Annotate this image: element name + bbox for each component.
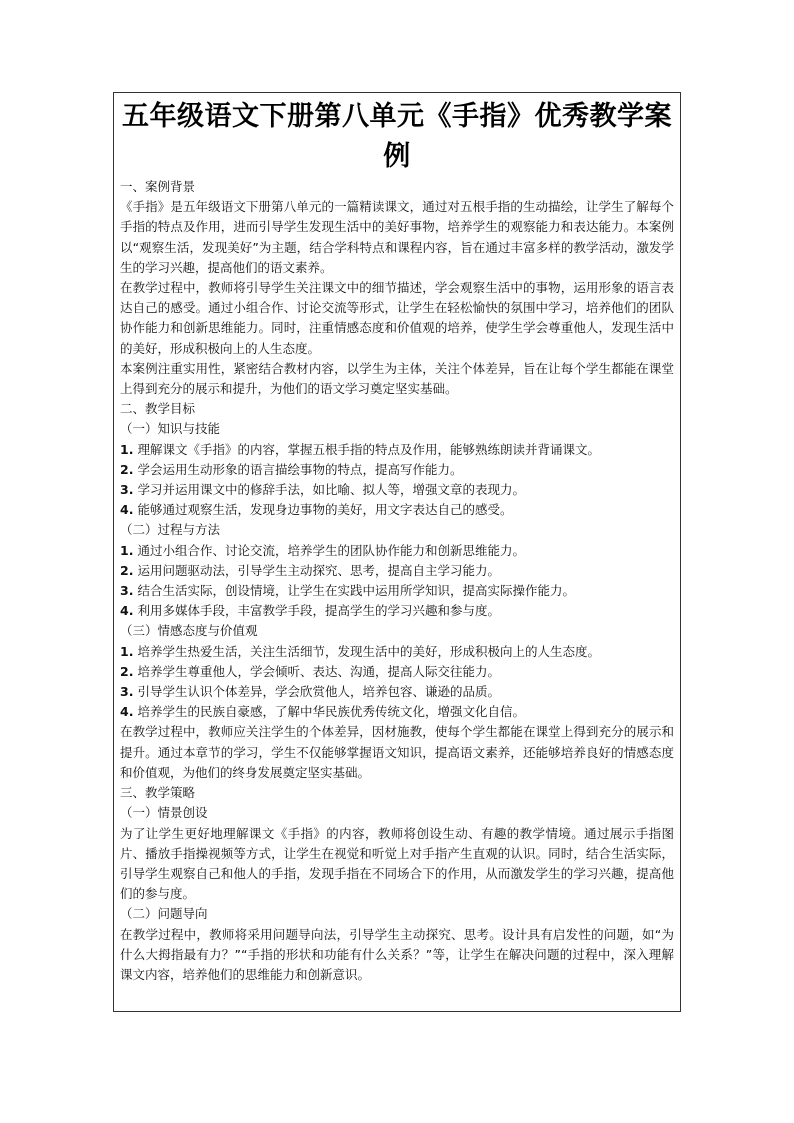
list-number: 2. [120,562,134,578]
document-page [113,92,681,1012]
list-number: 2. [120,461,134,477]
list-item [120,702,674,722]
paragraph: 为了让学生更好地理解课文《手指》的内容，教师将创设生动、有趣的教学情境。通过展示手指图片、播放手指操视频等方式，让学生在视觉和听觉上对手指产生直观的认识。同时，结合生活实际，引导学生观察自己和他人的手指，发现手指在不同场合下的作用，从而激发学生的学习兴趣，提高他们的参与度。 [120,825,674,902]
list-item [120,601,674,621]
list-text: 培养学生的民族自豪感，了解中华民族优秀传统文化，增强文化自信。 [137,704,525,720]
subheading-process: （二）过程与方法 [120,522,221,538]
list-item [120,460,674,480]
document-body [114,177,680,985]
list-number: 4. [120,704,134,720]
list-item [120,581,674,601]
list-text: 结合生活实际，创设情境，让学生在实践中运用所学知识，提高实际操作能力。 [137,583,575,599]
subheading-question: （二）问题导向 [120,906,208,922]
paragraph: 在教学过程中，教师应关注学生的个体差异，因材施教，使每个学生都能在课堂上得到充分的展示和提升。通过本章节的学习，学生不仅能够掌握语文知识，提高语文素养，还能够培养良好的情感态度和价值观，为他们的终身发展奠定坚实基础。 [120,724,674,780]
list-text: 学会运用生动形象的语言描绘事物的特点，提高写作能力。 [137,461,463,477]
list-number: 3. [120,684,134,700]
list-item [120,561,674,581]
section-heading-goals: 二、教学目标 [120,401,196,417]
list-number: 3. [120,583,134,599]
document-title: 五年级语文下册第八单元《手指》优秀教学案例 [122,101,672,172]
list-number: 1. [120,441,134,457]
subheading-emotion: （三）情感态度与价值观 [120,623,258,639]
list-number: 3. [120,482,134,498]
list-number: 2. [120,663,134,679]
list-text: 引导学生认识个体差异，学会欣赏他人，培养包容、谦逊的品质。 [137,684,500,700]
list-item [120,500,674,520]
list-number: 4. [120,603,134,619]
section-heading-strategy: 三、教学策略 [120,785,196,801]
list-item [120,682,674,702]
list-text: 运用问题驱动法，引导学生主动探究、思考，提高自主学习能力。 [137,562,500,578]
section-heading-background: 一、案例背景 [120,179,196,194]
paragraph: 《手指》是五年级语文下册第八单元的一篇精读课文，通过对五根手指的生动描绘，让学生了解每个手指的特点及作用，进而引导学生发现生活中的美好事物，培养学生的观察能力和表达能力。本案例以“观察生活，发现美好”为主题，结合学科特点和课程内容，旨在通过丰富多样的教学活动，激发学生的学习兴趣，提高他们的语文素养。 [120,199,674,275]
paragraph: 本案例注重实用性，紧密结合教材内容，以学生为主体，关注个体差异，旨在让每个学生都能在课堂上得到充分的展示和提升，为他们的语文学习奠定坚实基础。 [120,360,674,397]
list-text: 培养学生尊重他人，学会倾听、表达、沟通，提高人际交往能力。 [137,663,500,679]
list-item [120,440,674,460]
list-number: 1. [120,643,134,659]
list-number: 4. [120,502,134,518]
paragraph: 在教学过程中，教师将采用问题导向法，引导学生主动探究、思考。设计具有启发性的问题，如“为什么大拇指最有力？”“手指的形状和功能有什么关系？”等，让学生在解决问题的过程中，深入理解课文内容，培养他们的思维能力和创新意识。 [120,926,674,982]
list-item [120,662,674,682]
subheading-situation: （一）情景创设 [120,805,208,821]
list-text: 能够通过观察生活，发现身边事物的美好，用文字表达自己的感受。 [137,502,513,518]
list-item [120,480,674,500]
list-item [120,541,674,561]
list-text: 通过小组合作、讨论交流，培养学生的团队协作能力和创新思维能力。 [137,542,525,558]
list-item [120,642,674,662]
list-text: 学习并运用课文中的修辞手法，如比喻、拟人等，增强文章的表现力。 [137,482,525,498]
list-text: 培养学生热爱生活，关注生活细节，发现生活中的美好，形成积极向上的人生态度。 [137,643,600,659]
list-text: 利用多媒体手段，丰富教学手段，提高学生的学习兴趣和参与度。 [137,603,500,619]
list-number: 1. [120,542,134,558]
subheading-knowledge: （一）知识与技能 [120,421,221,437]
paragraph: 在教学过程中，教师将引导学生关注课文中的细节描述，学会观察生活中的事物，运用形象的语言表达自己的感受。通过小组合作、讨论交流等形式，让学生在轻松愉快的氛围中学习，培养他们的团队协作能力和创新思维能力。同时，注重情感态度和价值观的培养，使学生学会尊重他人，发现生活中的美好，形成积极向上的人生态度。 [120,280,674,356]
list-text: 理解课文《手指》的内容，掌握五根手指的特点及作用，能够熟练朗读并背诵课文。 [137,441,600,457]
